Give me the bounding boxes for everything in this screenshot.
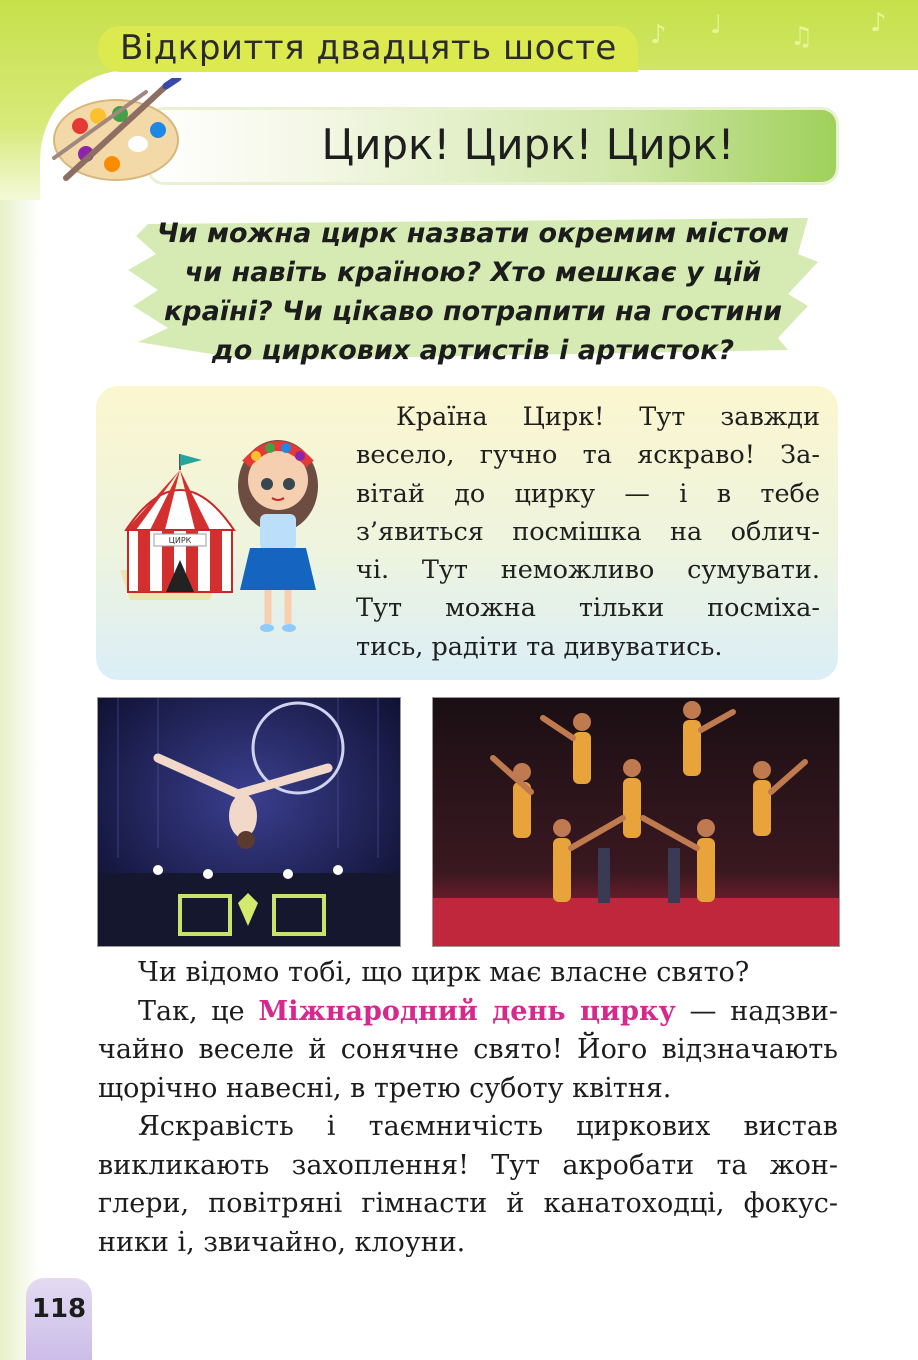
music-notes-decoration: ♪ ♩ ♫ ♪: [650, 8, 887, 52]
tent-sign: ЦИРК: [168, 536, 192, 545]
left-margin-decoration: [0, 200, 40, 1360]
paragraph-line: щорічно навесні, в третю суботу квітня.: [98, 1072, 672, 1104]
paragraph-line: Яскравість і таємничість циркових вистав: [138, 1111, 838, 1142]
circus-day-highlight: Міжнародний день цирку: [258, 995, 676, 1027]
palette-icon: [46, 78, 186, 188]
page-number-tab: [26, 1278, 92, 1360]
story-line: весело, гучно та яскраво! За-: [356, 440, 820, 471]
circus-girl-illustration: [110, 410, 340, 640]
paragraph-line: ники і, звичайно, клоуни.: [98, 1226, 466, 1258]
paragraph-line: глери, повітряні гімнасти й канатоходці, фокус-: [98, 1188, 838, 1219]
story-line: з’явиться посмішка на облич-: [356, 516, 820, 547]
lesson-title-bar: [150, 110, 836, 182]
question-line: країні? Чи цікаво потрапити на гостини: [163, 296, 783, 327]
paragraph-line: [98, 993, 838, 1032]
question-line: до циркових артистів і артисток?: [211, 335, 735, 366]
paragraph-line: викликають захоплення! Тут акробати та жон-: [98, 1149, 838, 1181]
text-run: — надзви-: [675, 995, 839, 1027]
question-text: [128, 214, 818, 370]
body-text: [98, 954, 838, 1262]
paragraph-line: чайно веселе й сонячне свято! Його відзначають: [98, 1034, 838, 1065]
lesson-title: Цирк! Цирк! Цирк!: [321, 120, 735, 169]
acrobat-pyramid-photo: [432, 697, 840, 947]
story-text: [356, 398, 820, 666]
aerial-gymnast-photo: [97, 697, 401, 947]
section-label-tab: [98, 26, 638, 72]
question-block: [128, 210, 818, 370]
story-line: вітай до цирку — і в тебе: [356, 478, 820, 509]
girl-figure: [238, 440, 318, 632]
section-label: Відкриття двадцять шосте: [120, 28, 617, 68]
question-line: чи навіть країною? Хто мешкає у цій: [184, 257, 762, 288]
page-number: 118: [31, 1294, 87, 1324]
question-line: Чи можна цирк назвати окремим містом: [156, 218, 790, 249]
circus-tent-icon: [120, 454, 234, 600]
paragraph-line: Чи відомо тобі, що цирк має власне свято?: [138, 957, 750, 988]
story-line: тись, радіти та дивуватись.: [356, 631, 723, 662]
text-run: Так, це: [138, 995, 259, 1027]
story-line: чі. Тут неможливо сумувати.: [356, 555, 820, 586]
story-line: Країна Цирк! Тут завжди: [396, 402, 820, 432]
story-line: Тут можна тільки посміха-: [356, 593, 820, 624]
